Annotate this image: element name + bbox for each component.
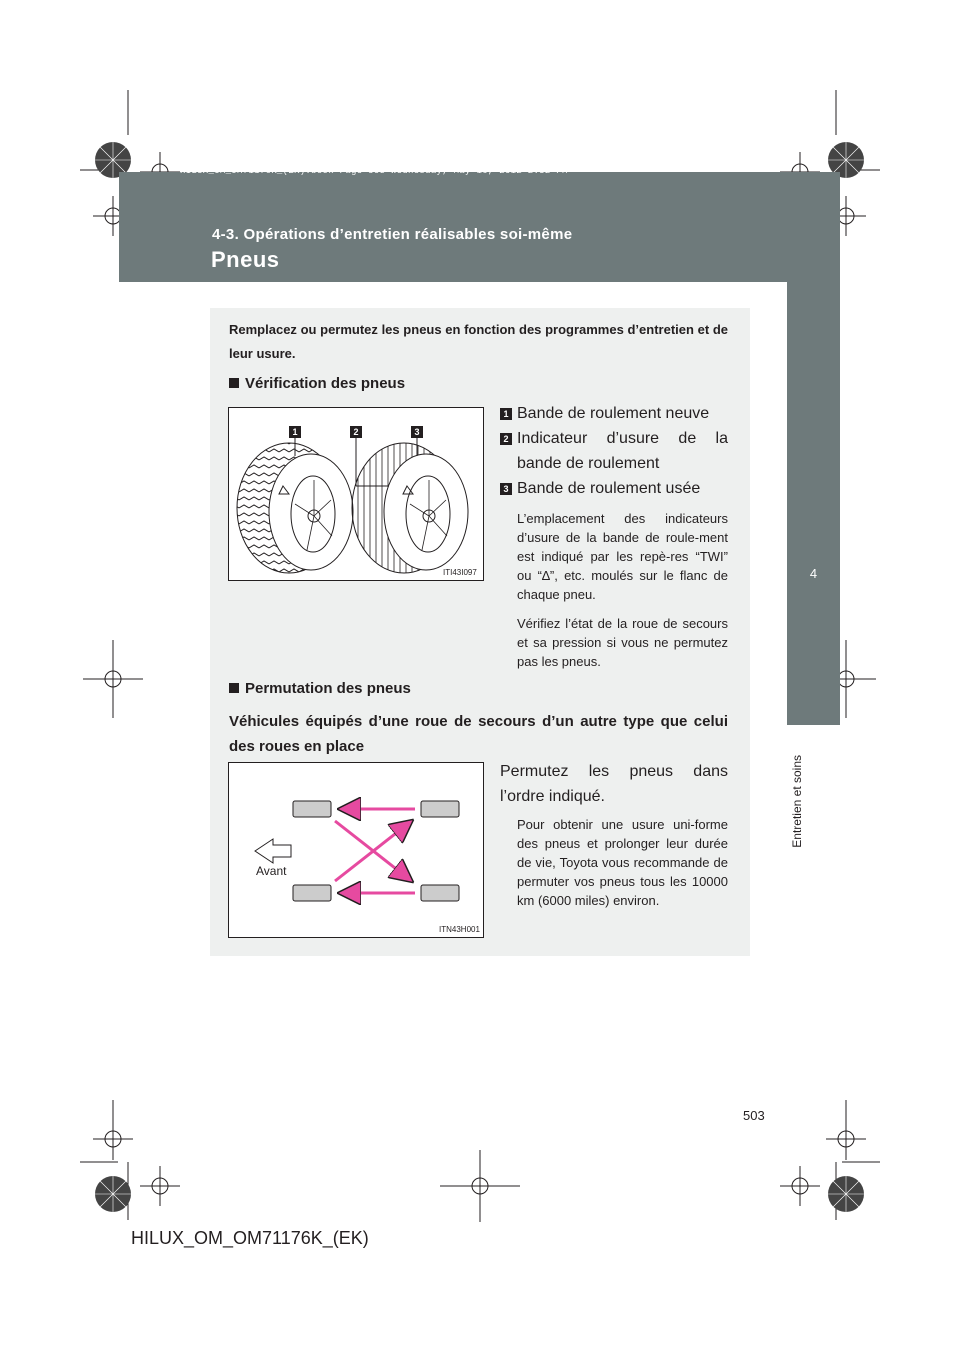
wheel-front-right: [421, 801, 459, 817]
tire-wear-figure: [228, 407, 484, 581]
list-item: [500, 426, 728, 476]
figure-callout-2: 2: [353, 427, 359, 437]
page-title: Pneus: [211, 247, 280, 272]
item-badge: 1: [500, 408, 512, 420]
tire-check-heading-text: Vérification des pneus: [245, 375, 406, 392]
document-id: HILUX_OM_OM71176K_(EK): [131, 1228, 369, 1248]
rotation-instruction: Permutez les pneus dans l’ordre indiqué.: [500, 763, 728, 805]
rotation-heading: [229, 680, 411, 697]
figure-code: ITN43H001: [439, 925, 480, 934]
list-item-text: Indicateur d’usure de la bande de roulement: [517, 430, 728, 472]
square-bullet-icon: [229, 378, 239, 388]
item-badge: 2: [500, 433, 512, 445]
rotation-heading-text: Permutation des pneus: [245, 680, 411, 697]
list-item: [500, 401, 728, 426]
page-number: 503: [743, 1108, 765, 1123]
rotation-subheading: Véhicules équipés d’une roue de secours d’un autre type que celui des roues en place: [229, 713, 728, 755]
tire-check-heading: [229, 375, 405, 392]
figure-callout-3: 3: [414, 427, 420, 437]
intro-text: Remplacez ou permutez les pneus en fonction des programmes d’entretien et de leur usure.: [229, 322, 728, 361]
watermark: carmanualsonline.info: [618, 1332, 755, 1348]
rotation-diagram: [229, 763, 483, 937]
chapter-number: 4: [809, 566, 818, 581]
rotation-note: Pour obtenir une usure uni-forme des pneus et prolonger leur durée de vie, Toyota vous recommande de permuter vos pneus tous les 10000 km (6000 miles) environ.: [517, 817, 728, 908]
item-badge: 3: [500, 483, 512, 495]
book-stamp: HILUX_OM_OM71176K_(EK).book Page 503 Wednesday, May 16, 2012 2:32 PM: [180, 166, 568, 176]
square-bullet-icon: [229, 683, 239, 693]
rotation-figure: [228, 762, 484, 938]
wheel-rear-right: [421, 885, 459, 901]
wheel-front-left: [293, 801, 331, 817]
list-item: [500, 476, 728, 501]
figure-callout-1: 1: [292, 427, 298, 437]
front-arrow-icon: [255, 839, 291, 863]
tire-check-note-1: L’emplacement des indicateurs d’usure de la bande de roule-ment est indiqué par les repè-res “TWI” ou “∆”, etc. moulés sur le flanc de chaque pneu.: [517, 511, 728, 602]
section-title: 4-3. Opérations d’entretien réalisables soi-même: [212, 226, 573, 243]
tire-check-note-2: Vérifiez l’état de la roue de secours et sa pression si vous ne permutez pas les pneus.: [517, 616, 728, 669]
list-item-text: Bande de roulement neuve: [517, 405, 710, 422]
chapter-tab: [787, 282, 840, 725]
figure-code: ITI43I097: [443, 568, 477, 577]
chapter-side-label: Entretien et soins: [790, 755, 804, 848]
list-item-text: Bande de roulement usée: [517, 480, 701, 497]
wheel-rear-left: [293, 885, 331, 901]
front-label: Avant: [256, 864, 287, 878]
